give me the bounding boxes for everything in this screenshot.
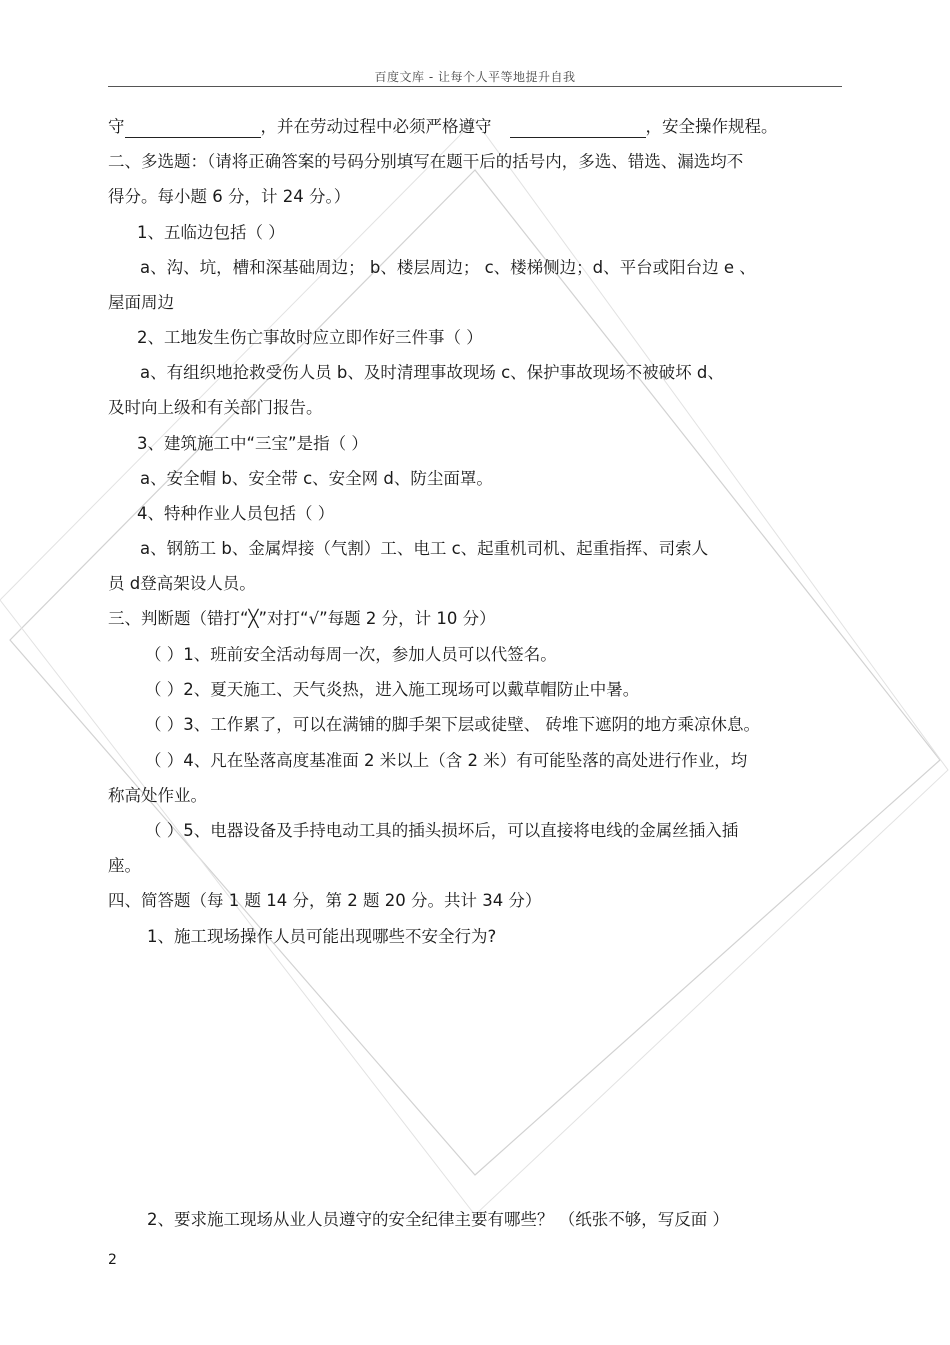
judgement-item: （ ）5、电器设备及手持电动工具的插头损坏后，可以直接将电线的金属丝插入插 bbox=[145, 821, 739, 840]
section-4-title: 四、简答题（每 1 题 14 分，第 2 题 20 分。共计 34 分） bbox=[108, 891, 542, 910]
question-options-cont: 员 d登高架设人员。 bbox=[108, 574, 256, 593]
short-answer-question: 1、施工现场操作人员可能出现哪些不安全行为? bbox=[147, 927, 497, 946]
judgement-item-cont: 座。 bbox=[108, 856, 141, 875]
question-options-cont: 屋面周边 bbox=[108, 293, 174, 312]
section-2-title: 二、多选题：（请将正确答案的号码分别填写在题干后的括号内，多选、错选、漏选均不 bbox=[108, 152, 744, 171]
question-options: a、钢筋工 b、金属焊接（气割）工、电工 c、起重机司机、起重指挥、司索人 bbox=[140, 539, 709, 558]
question-options: a、安全帽 b、安全带 c、安全网 d、防尘面罩。 bbox=[140, 469, 493, 488]
section-3-title: 三、判断题（错打“╳”对打“√”每题 2 分，计 10 分） bbox=[108, 609, 496, 628]
question-options: a、沟、坑，槽和深基础周边； b、楼层周边； c、楼梯侧边；d、平台或阳台边 e 、 bbox=[140, 258, 756, 277]
judgement-item-cont: 称高处作业。 bbox=[108, 786, 207, 805]
question-stem: 2、工地发生伤亡事故时应立即作好三件事（ ） bbox=[137, 328, 483, 347]
answer-blank-1[interactable] bbox=[125, 119, 261, 138]
question-options-cont: 及时向上级和有关部门报告。 bbox=[108, 398, 323, 417]
page-header: 百度文库 - 让每个人平等地提升自我 bbox=[374, 70, 576, 84]
header-divider bbox=[108, 86, 842, 87]
question-stem: 1、五临边包括（ ） bbox=[137, 223, 285, 242]
judgement-item: （ ）4、凡在坠落高度基准面 2 米以上（含 2 米）有可能坠落的高处进行作业，均 bbox=[145, 751, 748, 770]
question-options: a、有组织地抢救受伤人员 b、及时清理事故现场 c、保护事故现场不被破坏 d、 bbox=[140, 363, 724, 382]
answer-blank-2[interactable] bbox=[510, 119, 646, 138]
fill-blank-line: 守 ，并在劳动过程中必须严格遵守 ，安全操作规程。 bbox=[108, 117, 778, 136]
judgement-item: （ ）3、工作累了，可以在满铺的脚手架下层或徒壁、 砖堆下遮阴的地方乘凉休息。 bbox=[145, 715, 760, 734]
question-stem: 3、建筑施工中“三宝”是指（ ） bbox=[137, 434, 368, 453]
section-2-title-cont: 得分。每小题 6 分，计 24 分。） bbox=[108, 187, 351, 206]
short-answer-question: 2、要求施工现场从业人员遵守的安全纪律主要有哪些？ （纸张不够，写反面 ） bbox=[147, 1210, 729, 1229]
question-stem: 4、特种作业人员包括（ ） bbox=[137, 504, 335, 523]
judgement-item: （ ）1、班前安全活动每周一次，参加人员可以代签名。 bbox=[145, 645, 557, 664]
judgement-item: （ ）2、夏天施工、天气炎热，进入施工现场可以戴草帽防止中暑。 bbox=[145, 680, 640, 699]
page-number: 2 bbox=[108, 1252, 117, 1268]
